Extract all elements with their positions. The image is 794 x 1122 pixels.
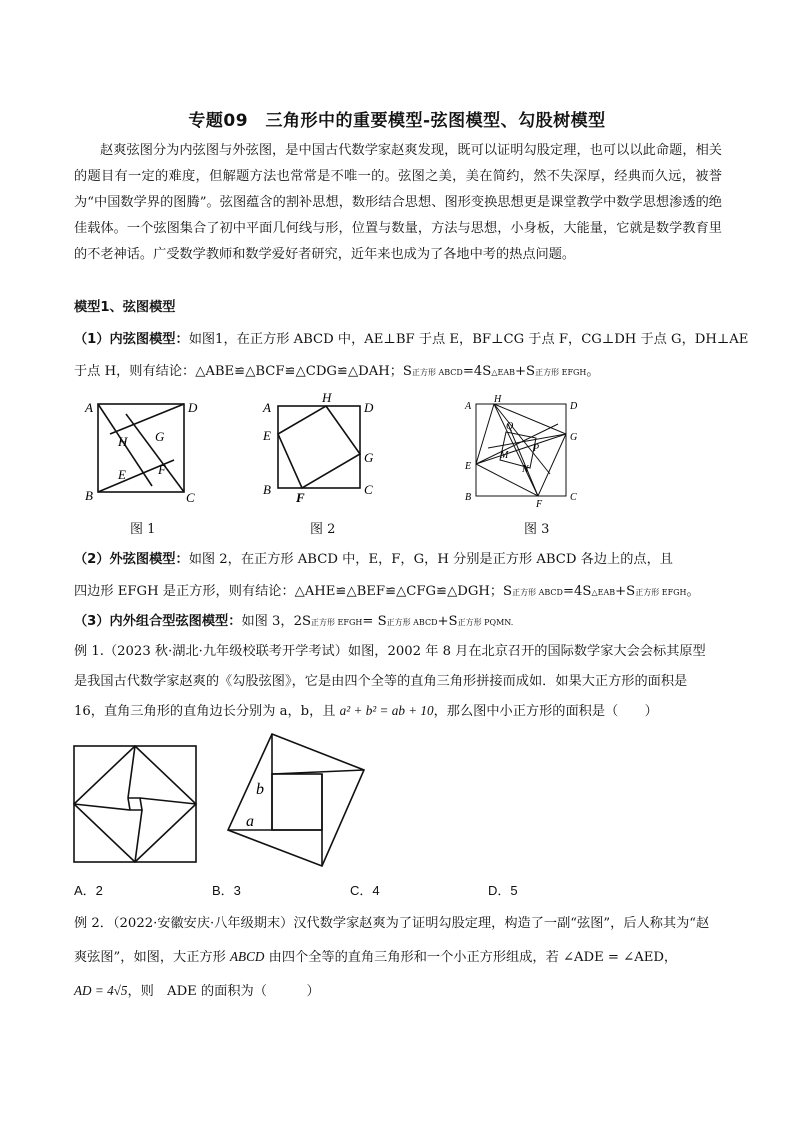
fig2-label-g: G (364, 450, 374, 465)
example1-line1: 例 1.（2023 秋·湖北·九年级校联考开学考试）如图，2002 年 8 月在北京召开的国际数学家大会会标其原型 (74, 644, 706, 659)
item3-sub3: 正方形 PQMN. (457, 618, 514, 627)
fig2-label-b: B (263, 482, 271, 497)
item3-eq: = S (362, 614, 387, 629)
fig1-label-g: G (155, 429, 165, 444)
item1-line1 (74, 328, 749, 347)
example1-text3b: ，那么图中小正方形的面积是（ ） (433, 704, 658, 719)
fig1-label-e: E (118, 467, 126, 482)
fig3-label-a: A (465, 401, 472, 412)
example2-text3b: ，则 ADE 的面积为（ ） (127, 984, 320, 999)
item2-mid: =4S (562, 584, 592, 599)
model1-heading: 模型1、弦图模型 (74, 300, 176, 315)
example1-line2: 是我国古代数学家赵爽的《勾股弦图》，它是由四个全等的直角三角形拼接而成如．如果大正方形的面积是 (74, 674, 688, 689)
caption-figure-1: 图 1 (130, 522, 156, 537)
fig2-label-h: H (322, 390, 332, 405)
example1-line3 (74, 700, 734, 719)
item3-label: （3）内外组合型弦图模型： (74, 614, 242, 629)
item1-sub3: 正方形 EFGH (535, 368, 587, 377)
fig2-label-f: F (296, 490, 305, 505)
fig1-label-h: H (118, 434, 128, 449)
example2-formula: AD = 4√5 (74, 983, 128, 998)
option-b: B．3 (212, 883, 241, 898)
fig5-label-b: b (256, 781, 264, 798)
option-d: D．5 (488, 883, 518, 898)
item3-sub1: 正方形 EFGH (311, 618, 363, 627)
figure-3 (458, 394, 588, 510)
example1-formula: a² + b² = ab + 10 (339, 703, 434, 718)
item2-plus: +S (615, 584, 636, 599)
fig1-label-f: F (158, 462, 166, 477)
option-c: C．4 (350, 883, 380, 898)
item2-line2 (74, 580, 734, 599)
fig3-label-d: D (570, 401, 578, 412)
fig5-label-a: a (246, 813, 254, 830)
item2-sub2: △EAB (591, 588, 616, 597)
fig1-label-c: C (186, 490, 195, 505)
item3-sub2: 正方形 ABCD (386, 618, 438, 627)
item1-label: （1）内弦图模型： (74, 332, 189, 347)
item2-end: 。 (686, 584, 700, 599)
item2-sub1: 正方形 ABCD (512, 588, 563, 597)
fig1-label-b: B (85, 488, 93, 503)
fig2-label-e: E (263, 428, 271, 443)
caption-figure-3: 图 3 (524, 522, 550, 537)
fig3-label-m: M (500, 450, 509, 461)
item1-text2: 于点 H，则有结论：△ABE≌△BCF≌△CDG≌△DAH；S (74, 364, 412, 379)
page-title: 专题09 三角形中的重要模型-弦图模型、勾股树模型 (188, 111, 606, 131)
fig1-label-a: A (85, 400, 93, 415)
item2-text1: 如图 2，在正方形 ABCD 中，E，F，G，H 分别是正方形 ABCD 各边上的点，且 (188, 552, 673, 567)
example1-text3: 16，直角三角形的直角边长分别为 a，b，且 (74, 704, 340, 719)
fig1-label-d: D (188, 400, 198, 415)
item1-sub2: △EAB (491, 368, 515, 377)
item1-text1: 如图1，在正方形 ABCD 中，AE⊥BF 于点 E，BF⊥CG 于点 F，CG⊥DH 于点 G，DH⊥AE (188, 332, 749, 347)
item1-end: 。 (586, 364, 600, 379)
example2-abcd: ABCD (230, 949, 265, 964)
example2-text2a: 爽弦图”，如图，大正方形 (74, 950, 230, 965)
fig3-label-c: C (570, 492, 577, 503)
fig2-label-d: D (364, 400, 374, 415)
item2-label: （2）外弦图模型： (74, 552, 189, 567)
figure-example1-tilted (224, 730, 370, 870)
item2-text2: 四边形 EFGH 是正方形，则有结论：△AHE≌△BEF≌△CFG≌△DGH；S (74, 584, 513, 599)
figure-example1-square (70, 742, 202, 866)
item1-sub1: 正方形 ABCD (411, 368, 463, 377)
item3-plus: +S (437, 614, 458, 629)
fig3-label-q: Q (506, 421, 514, 432)
example2-line1: 例 2．（2022·安徽安庆·八年级期末）汉代数学家赵爽为了证明勾股定理，构造了一副“弦图”，后人称其为“赵 (74, 916, 710, 931)
item1-plus: +S (514, 364, 536, 379)
caption-figure-2: 图 2 (310, 522, 336, 537)
fig2-label-c: C (364, 482, 373, 497)
fig3-label-f: F (536, 499, 543, 510)
fig3-label-b: B (465, 492, 472, 503)
fig3-label-g: G (570, 432, 578, 443)
item3-line (74, 610, 734, 629)
item2-sub3: 正方形 EFGH (635, 588, 687, 597)
fig3-label-n: N (522, 464, 529, 475)
fig3-label-e: E (465, 461, 472, 472)
item3-text: 如图 3，2S (241, 614, 312, 629)
fig3-label-p: P (533, 443, 540, 454)
item1-line2 (74, 360, 734, 379)
figure-1 (82, 396, 202, 508)
fig3-label-h: H (494, 394, 502, 405)
fig2-label-a: A (263, 400, 271, 415)
intro-paragraph: 赵爽弦图分为内弦图与外弦图，是中国古代数学家赵爽发现，既可以证明勾股定理，也可以以此命题，相关的题目有一定的难度，但解题方法也常常是不唯一的。弦图之美，美在简约，然不失深厚，经典而久远，被誉为“中国数学界的图腾”。弦图蕴含的割补思想，数形结合思想、图形变换思想更是课堂教学中数学思想渗透的绝佳载体。一个弦图集合了初中平面几何线与形，位置与数量，方法与思想，小身板，大能量，它就是数学教育里的不老神话。广受数学教师和数学爱好者研究，近年来也成为了各地中考的热点问题。 (74, 143, 722, 262)
example2-line2 (74, 946, 734, 965)
example2-text2c: 由四个全等的直角三角形和一个小正方形组成，若 ∠ADE = ∠AED， (264, 950, 678, 965)
figure-2 (258, 390, 378, 508)
item2-line1 (74, 548, 734, 567)
option-a: A．2 (74, 883, 103, 898)
example2-line3 (74, 980, 734, 999)
item1-mid: =4S (462, 364, 492, 379)
